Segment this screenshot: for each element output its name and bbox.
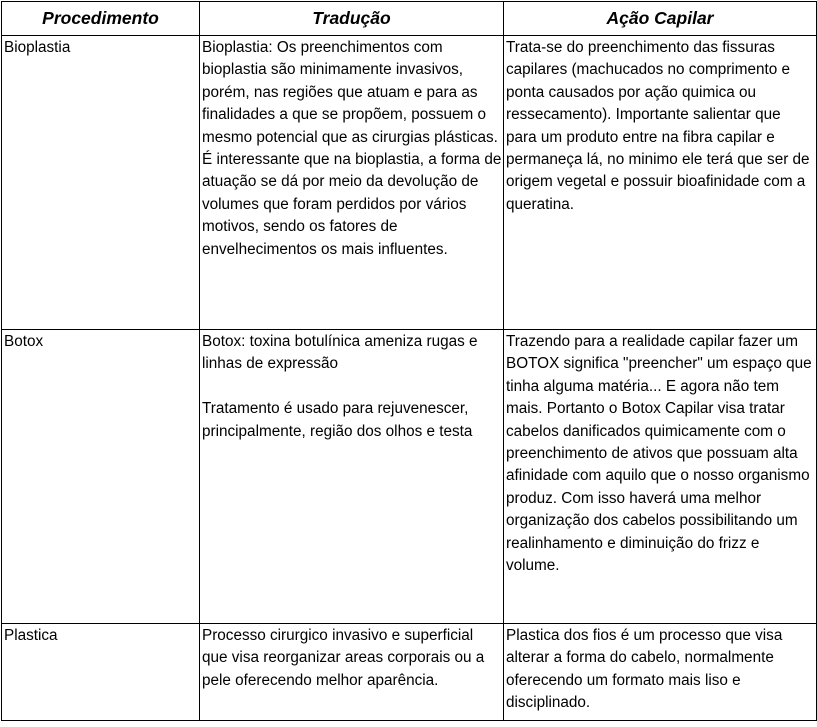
hair-action-cell: Trazendo para a realidade capilar fazer um BOTOX significa "preencher" um espaço que tinha alguma matéria... E agora não tem mais. Portanto o Botox Capilar visa tratar cabelos danificados quimicamente com o preenchimento de ativos que possuam alta afinidade com aquilo que o nosso organismo produz. Com isso haverá uma melhor organização dos cabelos possibilitando um realinhamento e diminuição do frizz e volume. bbox=[504, 330, 817, 624]
table-row bbox=[2, 624, 817, 721]
translation-text: Bioplastia: Os preenchimentos com bioplastia são minimamente invasivos, porém, nas regiões que atuam e para as finalidades a que se propõem, possuem o mesmo potencial que as cirurgias plásticas. É interessante que na bioplastia, a forma de atuação se dá por meio da devolução de volumes que foram perdidos por vários motivos, sendo os fatores de envelhecimentos os mais influentes. bbox=[202, 39, 502, 258]
procedure-cell: Botox bbox=[2, 330, 200, 624]
procedure-cell: Plastica bbox=[2, 624, 200, 721]
translation-text: Processo cirurgico invasivo e superficial que visa reorganizar areas corporais ou a pele oferecendo melhor aparência. bbox=[202, 627, 485, 689]
table-row bbox=[2, 330, 817, 624]
header-procedure: Procedimento bbox=[2, 2, 200, 36]
header-hair-action: Ação Capilar bbox=[504, 2, 817, 36]
hair-action-cell: Plastica dos fios é um processo que visa alterar a forma do cabelo, normalmente oferecendo um formato mais liso e disciplinado. bbox=[504, 624, 817, 721]
header-row bbox=[2, 2, 817, 36]
translation-text: Tratamento é usado para rejuvenescer, principalmente, região dos olhos e testa bbox=[202, 400, 473, 440]
paragraph-gap bbox=[202, 376, 502, 398]
translation-text: Botox: toxina botulínica ameniza rugas e linhas de expressão bbox=[202, 333, 478, 373]
procedures-table bbox=[1, 1, 817, 721]
procedure-cell: Bioplastia bbox=[2, 36, 200, 330]
translation-cell bbox=[200, 36, 504, 330]
header-translation: Tradução bbox=[200, 2, 504, 36]
hair-action-cell: Trata-se do preenchimento das fissuras capilares (machucados no comprimento e ponta causados por ação quimica ou ressecamento). Importante salientar que para um produto entre na fibra capilar e permaneça lá, no minimo ele terá que ser de origem vegetal e possuir bioafinidade com a queratina. bbox=[504, 36, 817, 330]
table-row bbox=[2, 36, 817, 330]
translation-cell bbox=[200, 624, 504, 721]
translation-cell bbox=[200, 330, 504, 624]
